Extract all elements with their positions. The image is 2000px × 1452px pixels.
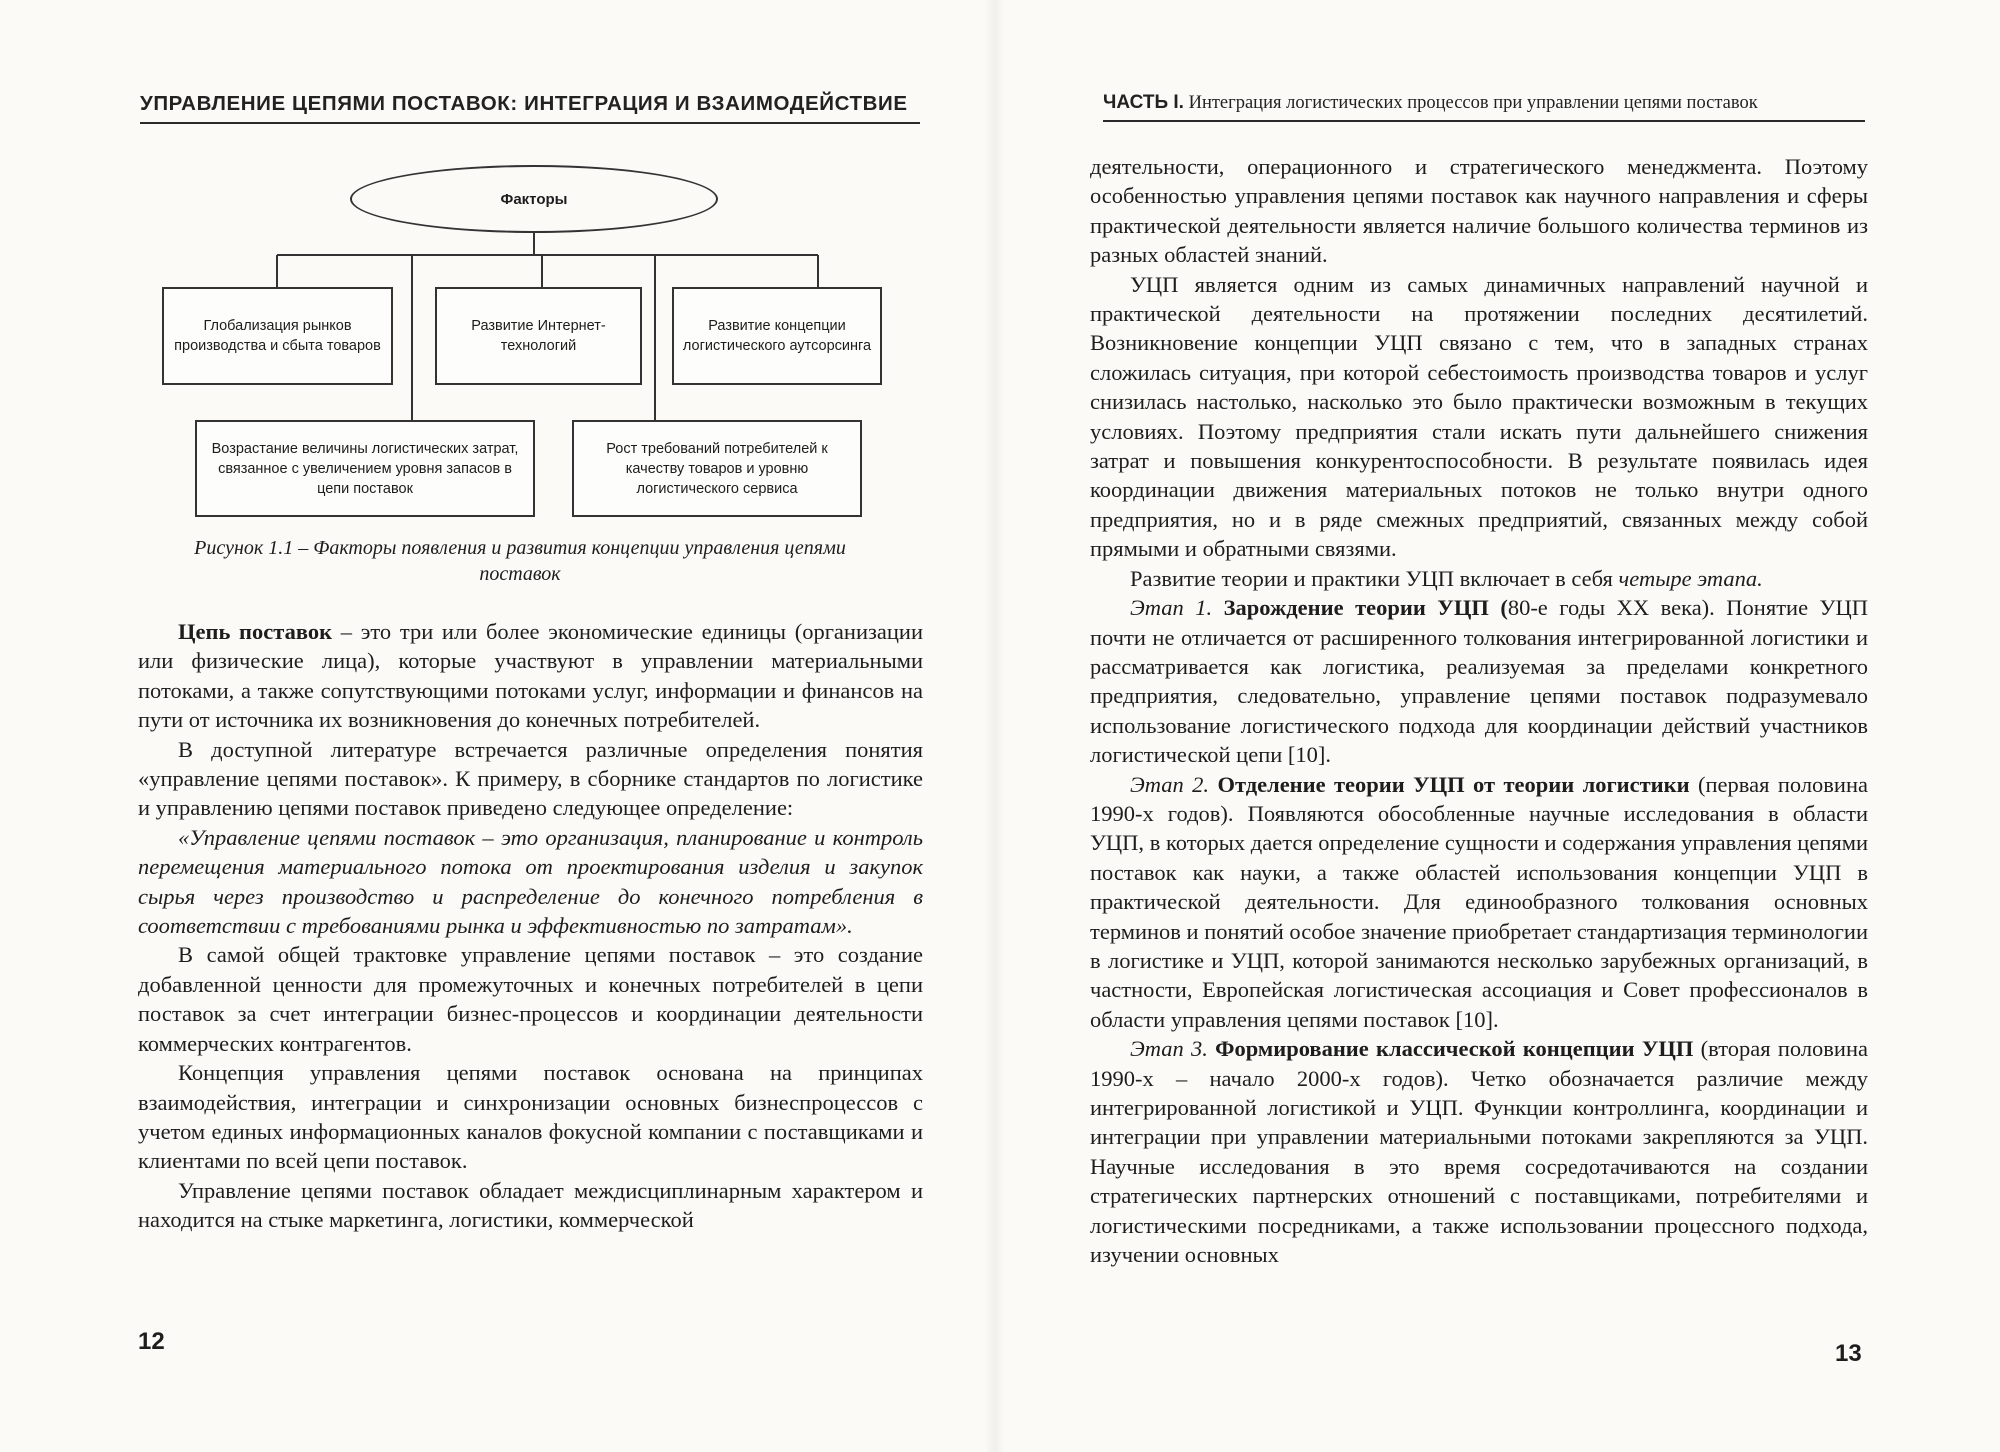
left-page [0,0,990,1452]
factors-diagram [150,155,890,535]
body-text [1090,152,1868,1269]
paragraph: Цепь поставок – это три или более экономические единицы (организации или физические лица), которые участвуют в управлении материальными потоками, а также сопутствующими потоками услуг, информации и финансов на пути от источника их возникновения до конечных потребителей. [138,619,924,733]
factor-box: Развитие Интернет-технологий [435,287,642,385]
paragraph: Развитие теории и практики УЦП включает в себя четыре этапа. [1130,565,1763,591]
stage-paragraph: Этап 2. Отделение теории УЦП от теории логистики (первая половина 1990-х годов). Появляются обособленные научные исследования в области УЦП, в которых дается определение сущности и содержания управления цепями поставок как науки, а также областей использования концепции УЦП в практической деятельности. Для единообразного толкования основных терминов и понятий особое значение приобретает стандартизация терминологии в логистике и УЦП, которой занимаются несколько зарубежных организаций, в частности, Европейская логистическая ассоциация и Совет профессионалов в области управления цепями поставок [10]. [1090,771,1868,1032]
stage-title: Зарождение теории УЦП ( [1212,595,1508,621]
stage-paragraph: Этап 3. Формирование классической концепции УЦП (вторая половина 1990-х – начало 2000-х годов). Четко обозначается различие между интегрированной логистикой и УЦП. Функции контроллинга, координации и интеграции при управлении материальными потоками закрепляются за УЦП. Научные исследования в это время сосредотачиваются на создании стратегических партнерских отношений с поставщиками, потребителями и логистическими посредниками, а также использовании процессного подхода, изучении основных [1090,1036,1868,1268]
factor-box: Рост требований потребителей к качеству товаров и уровню логистического сервиса [572,420,862,517]
factors-root-node: Факторы [350,165,718,233]
stage-title: Формирование классической концепции УЦП [1207,1036,1694,1062]
stage-title: Отделение теории УЦП от теории логистики [1209,771,1690,797]
body-text [138,617,923,1235]
paragraph: Управление цепями поставок обладает междисциплинарным характером и находится на стыке маркетинга, логистики, коммерческой [138,1177,923,1233]
header-part: ЧАСТЬ I. [1103,92,1184,113]
stage-label: Этап 2. [1130,771,1210,797]
page-number: 13 [1835,1340,1862,1367]
stage-paragraph: Этап 1. Зарождение теории УЦП (80-е годы XX века). Понятие УЦП почти не отличается от расширенного толкования интегрированной логистики и рассматривается как логистика, реализуемая за пределами конкретного предприятия, следовательно, управление цепями поставок подразумевало использование логистического подхода для координации действий участников логистической цепи [10]. [1090,595,1868,768]
quote-paragraph: «Управление цепями поставок – это организация, планирование и контроль перемещения материального потока от проектирования изделия и закупок сырья через производство и распределение до конечного потребления в соответствии с требованиями рынка и эффективностью по затратам». [138,824,923,939]
stage-label: Этап 1. [1130,595,1213,621]
running-header [1103,92,1865,122]
factor-box: Возрастание величины логистических затрат, связанное с увеличением уровня запасов в цепи поставок [195,420,535,517]
paragraph: В доступной литературе встречается различные определения понятия «управление цепями поставок». К примеру, в сборнике стандартов по логистике и управлению цепями поставок приведено следующее определение: [138,736,923,821]
term: Цепь поставок [178,619,333,644]
right-page [1000,0,2000,1452]
factor-box: Глобализация рынков производства и сбыта товаров [162,287,393,385]
running-header: УПРАВЛЕНИЕ ЦЕПЯМИ ПОСТАВОК: ИНТЕГРАЦИЯ И ВЗАИМОДЕЙСТВИЕ [140,92,920,124]
page-number: 12 [138,1328,165,1355]
emphasis: четыре этапа. [1618,565,1763,591]
paragraph: УЦП является одним из самых динамичных направлений научной и практической деятельности на протяжении последних десятилетий. Возникновение концепции УЦП связано с тем, что в западных странах сложилась ситуация, при которой себестоимость производства товаров и услуг снизилась настолько, насколько это было практически возможным в текущих условиях. Поэтому предприятия стали искать пути дальнейшего снижения затрат и повышения конкурентоспособности. В результате появилась идея координации движения материальных потоков не только внутри одного предприятия, но и в ряде смежных предприятий, связанных между собой прямыми и обратными связями. [1090,271,1868,562]
factor-box: Развитие концепции логистического аутсорсинга [672,287,882,385]
stage-label: Этап 3. [1130,1036,1208,1062]
paragraph: Концепция управления цепями поставок основана на принципах взаимодействия, интеграции и синхронизации основных бизнеспроцессов с учетом единых информационных каналов фокусной компании с поставщиками и клиентами по всей цепи поставок. [138,1060,923,1174]
paragraph: В самой общей трактовке управление цепями поставок – это создание добавленной ценности для промежуточных и конечных потребителей в цепи поставок за счет интеграции бизнес-процессов и координации деятельности коммерческих контрагентов. [138,942,923,1056]
header-title: Интеграция логистических процессов при управлении цепями поставок [1183,93,1758,113]
paragraph: деятельности, операционного и стратегического менеджмента. Поэтому особенностью управления цепями поставок как научного направления и сферы практической деятельности является наличие большого количества терминов из разных областей знаний. [1090,154,1868,268]
figure-caption: Рисунок 1.1 – Факторы появления и развития концепции управления цепями поставок [194,537,846,585]
